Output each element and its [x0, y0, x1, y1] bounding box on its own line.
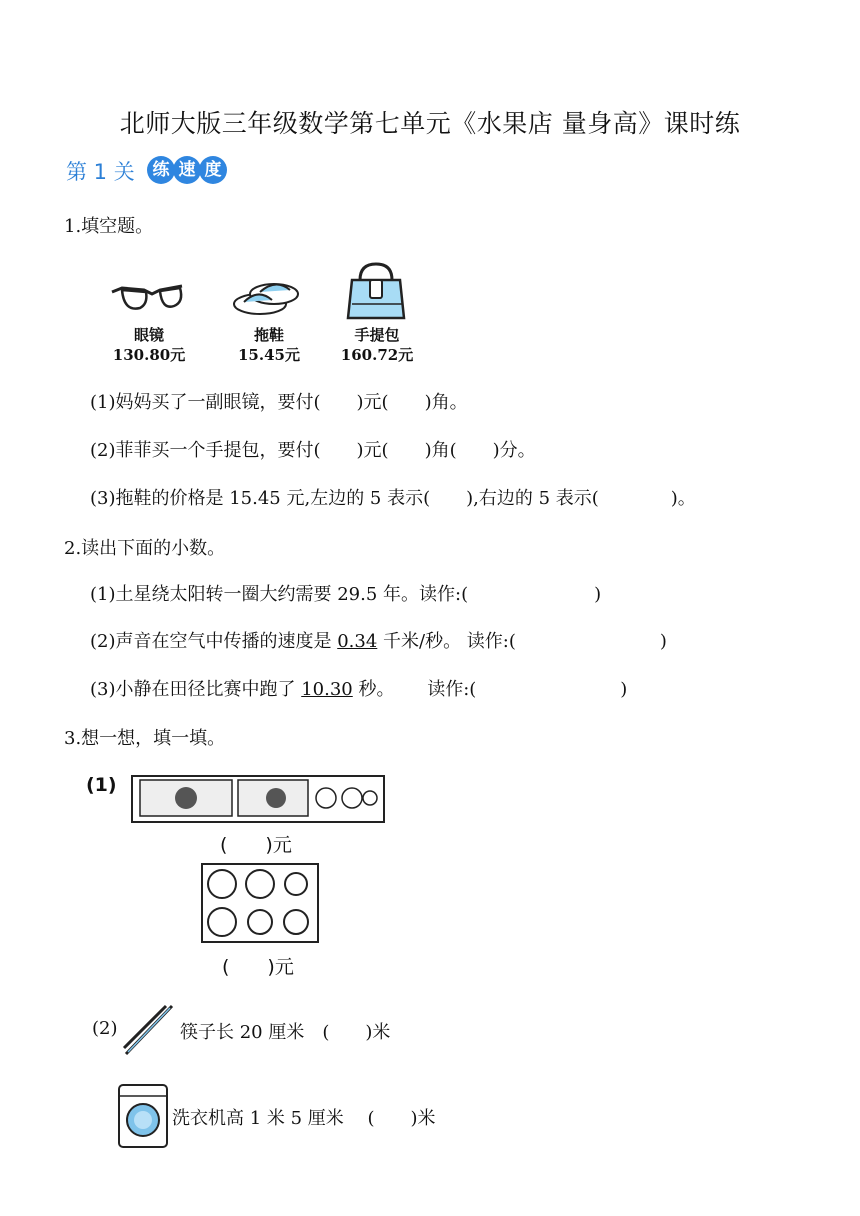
- item-name: 拖鞋: [253, 326, 284, 344]
- level-badge: 速: [173, 156, 201, 184]
- item-name: 眼镜: [133, 326, 164, 344]
- washing-machine-icon: [116, 1082, 170, 1150]
- item-price: 160.72元: [340, 346, 414, 364]
- q1-heading: 1.填空题。: [64, 216, 154, 237]
- item-price: 15.45元: [238, 346, 300, 364]
- q3-washer: 洗衣机高 1 米 5 厘米 ( )米: [172, 1108, 436, 1129]
- q2-sub3-tail: 秒。 读作:( ): [352, 679, 628, 700]
- handbag-icon: [344, 260, 408, 322]
- level-badges: [149, 156, 227, 184]
- q3-chopsticks: 筷子长 20 厘米 ( )米: [180, 1022, 391, 1043]
- q2-sub2-text: (2)声音在空气中传播的速度是: [90, 631, 338, 652]
- q2-sub3: [90, 675, 627, 701]
- level-badge: 练: [147, 156, 175, 184]
- q3-blank1: ( )元: [220, 834, 292, 856]
- q1-sub1: (1)妈妈买了一副眼镜，要付( )元( )角。: [90, 392, 468, 413]
- level-badge: 度: [199, 156, 227, 184]
- q2-sub2: [90, 627, 667, 653]
- q2-sub2-tail: 千米/秒。 读作:( ): [377, 631, 667, 652]
- q2-sub2-number: 0.34: [337, 631, 378, 652]
- item-name: 手提包: [354, 326, 400, 344]
- chopsticks-icon: [120, 1002, 178, 1058]
- q2-heading: 2.读出下面的小数。: [64, 538, 226, 559]
- slippers-icon: [230, 268, 304, 320]
- money-box-1: [130, 774, 386, 826]
- q2-sub3-number: 10.30: [301, 679, 353, 700]
- q1-sub3: (3)拖鞋的价格是 15.45 元,左边的 5 表示( ),右边的 5 表示( )。: [90, 488, 696, 509]
- q3-part2-label: (2): [92, 1018, 118, 1039]
- money-box-2: [200, 862, 320, 944]
- q1-sub2: (2)菲菲买一个手提包，要付( )元( )角( )分。: [90, 440, 536, 461]
- q3-heading: 3.想一想，填一填。: [64, 728, 226, 749]
- glasses-icon: [108, 278, 188, 318]
- level-label: 第 1 关: [66, 160, 135, 184]
- q2-sub1: (1)土星绕太阳转一圈大约需要 29.5 年。读作:( ): [90, 584, 602, 605]
- q3-part1-label: (1): [86, 774, 117, 796]
- q2-sub3-text: (3)小静在田径比赛中跑了: [90, 679, 302, 700]
- item-price: 130.80元: [112, 346, 186, 364]
- q3-blank2: ( )元: [222, 956, 294, 978]
- page-title: 北师大版三年级数学第七单元《水果店 量身高》课时练: [119, 109, 741, 138]
